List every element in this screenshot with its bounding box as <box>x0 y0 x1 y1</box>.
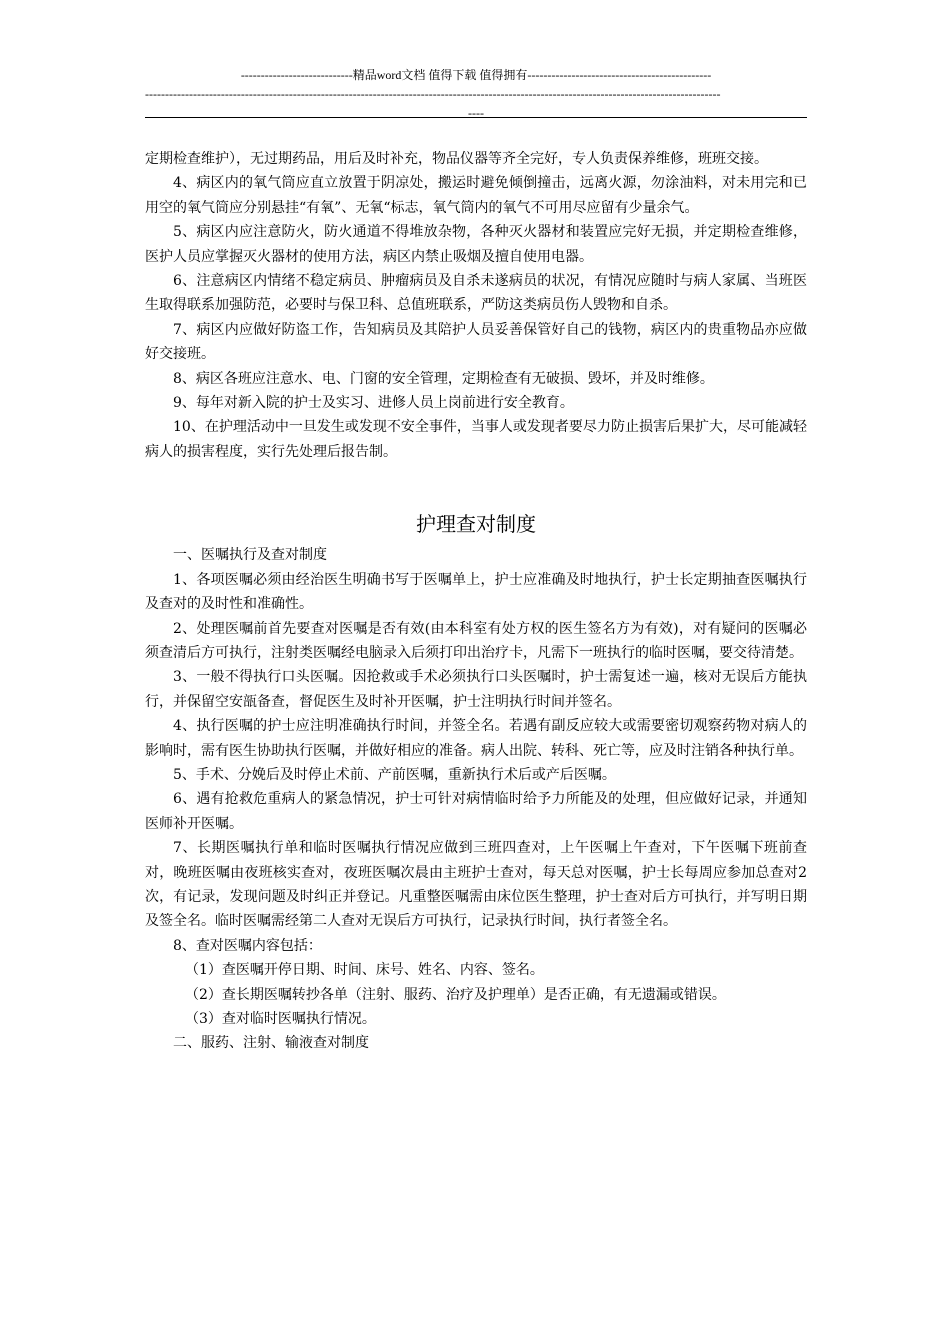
subheading: 二、服药、注射、输液查对制度 <box>173 1035 369 1052</box>
paragraph: 5、病区内应注意防火，防火通道不得堆放杂物，各种灭火器材和装置应完好无损，并定期检查维修，医护人员应掌握灭火器材的使用方法，病区内禁止吸烟及擅自使用电器。 <box>145 224 807 265</box>
paragraph: 4、执行医嘱的护士应注明准确执行时间，并签全名。若遇有副反应较大或需要密切观察药物对病人的影响时，需有医生协助执行医嘱，并做好相应的准备。病人出院、转科、死亡等，应及时注销各种执行单。 <box>145 718 807 759</box>
header-line-1: ----------------------------精品word文档 值得下载 值得拥有---------------------------------------------- <box>240 68 712 82</box>
section-spacer <box>145 464 807 509</box>
paragraph: 1、各项医嘱必须由经治医生明确书写于医嘱单上，护士应准确及时地执行，护士长定期抽查医嘱执行及查对的及时性和准确性。 <box>145 571 807 613</box>
paragraph: 3、一般不得执行口头医嘱。因抢救或手术必须执行口头医嘱时，护士需复述一遍，核对无误后方能执行，并保留空安瓿备查，督促医生及时补开医嘱，护士注明执行时间并签名。 <box>145 669 807 710</box>
paragraph: 7、长期医嘱执行单和临时医嘱执行情况应做到三班四查对，上午医嘱上午查对，下午医嘱下班前查对，晚班医嘱由夜班核实查对，夜班医嘱次晨由主班护士查对，每天总对医嘱，护士长每周应参加总查对2次，有记录，发现问题及时纠正并登记。凡重整医嘱需由床位医生整理，护士查对后方可执行，并写明日期及签全名。临时医嘱需经第二人查对无误后方可执行，记录执行时间，执行者签全名。 <box>145 840 807 930</box>
paragraph: 10、在护理活动中一旦发生或发现不安全事件，当事人或发现者要尽力防止损害后果扩大，尽可能减轻病人的损害程度，实行先处理后报告制。 <box>145 419 807 460</box>
paragraph: 定期检查维护），无过期药品，用后及时补充，物品仪器等齐全完好，专人负责保养维修，班班交接。 <box>145 151 768 167</box>
paragraph: 4、病区内的氧气筒应直立放置于阴凉处，搬运时避免倾倒撞击，远离火源，勿涂油料，对未用完和已用空的氧气筒应分别悬挂“有氧”、无氧“标志，氧气筒内的氧气不可用尽应留有少量余气。 <box>145 175 807 216</box>
paragraph: 6、注意病区内情绪不稳定病员、肿瘤病员及自杀未遂病员的状况，有情况应随时与病人家属、当班医生取得联系加强防范，必要时与保卫科、总值班联系，严防这类病员伤人毁物和自杀。 <box>145 273 807 314</box>
paragraph: 8、病区各班应注意水、电、门窗的安全管理，定期检查有无破损、毁坏，并及时维修。 <box>173 370 714 387</box>
document-body <box>145 147 807 1056</box>
paragraph: 2、处理医嘱前首先要查对医嘱是否有效(由本科室有处方权的医生签名方为有效)，对有疑问的医嘱必须查清后方可执行，注射类医嘱经电脑录入后须打印出治疗卡，凡需下一班执行的临时医嘱，要交待清楚。 <box>145 620 807 661</box>
list-item: （3）查对临时医嘱执行情况。 <box>185 1011 376 1027</box>
header-divider <box>145 117 807 118</box>
list-item: （1）查医嘱开停日期、时间、床号、姓名、内容、签名。 <box>185 962 544 979</box>
paragraph: 7、病区内应做好防盗工作，告知病员及其陪护人员妥善保管好自己的钱物，病区内的贵重物品亦应做好交接班。 <box>145 321 807 363</box>
header-line-2: ------------------------------------------------------------------------------------------------------------------------------------------------ <box>145 87 721 101</box>
subheading: 一、医嘱执行及查对制度 <box>173 547 327 564</box>
page-header <box>145 66 807 123</box>
header-line-3: ---- <box>468 106 484 120</box>
list-item: （2）查长期医嘱转抄各单（注射、服药、治疗及护理单）是否正确，有无遗漏或错误。 <box>185 986 726 1003</box>
section-title: 护理查对制度 <box>416 512 536 537</box>
paragraph: 6、遇有抢救危重病人的紧急情况，护士可针对病情临时给予力所能及的处理，但应做好记录，并通知医师补开医嘱。 <box>145 791 807 832</box>
paragraph: 9、每年对新入院的护士及实习、进修人员上岗前进行安全教育。 <box>173 395 574 412</box>
paragraph: 5、手术、分娩后及时停止术前、产前医嘱，重新执行术后或产后医嘱。 <box>173 766 616 783</box>
paragraph: 8、查对医嘱内容包括： <box>173 937 322 954</box>
